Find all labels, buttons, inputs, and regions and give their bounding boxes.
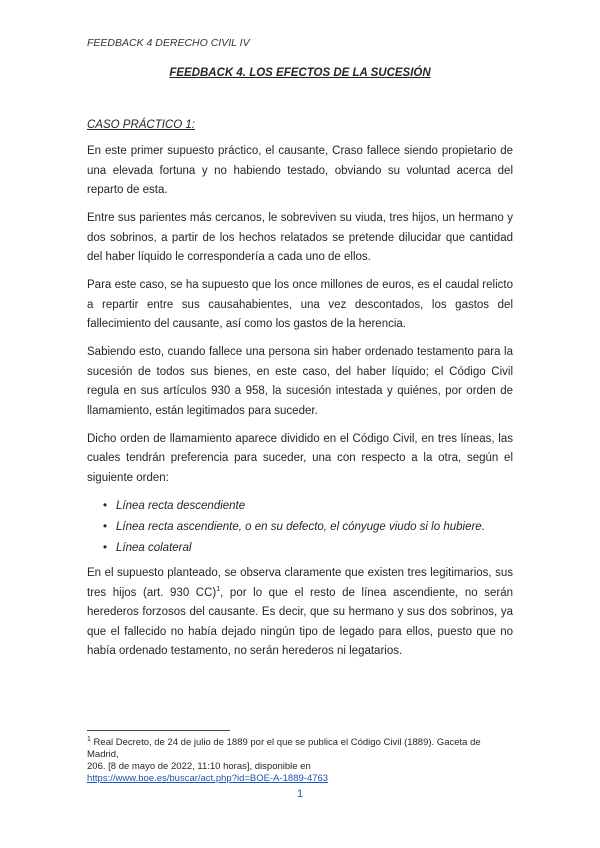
paragraph-4: Sabiendo esto, cuando fallece una persona sin haber ordenado testamento para la sucesión de todos sus bienes, en este caso, del haber líquido; el Código Civil regula en sus artículos 930 a 958, la sucesión intestada y quiénes, por orden de llamamiento, están legitimados para suceder. <box>87 346 513 417</box>
paragraph-6-text: En el supuesto planteado, se observa claramente que existen tres legitimarios, sus tres hijos (art. 930 CC) <box>87 567 513 599</box>
footnote-line-1 <box>87 737 513 761</box>
list-item: • Línea recta ascendiente, o en su defecto, el cónyuge viudo si lo hubiere. <box>87 518 513 538</box>
case-heading: CASO PRÁCTICO 1: <box>87 119 195 131</box>
paragraph-2: Entre sus parientes más cercanos, le sobreviven su viuda, tres hijos, un hermano y dos sobrinos, a partir de los hechos relatados se pretende dilucidar que cantidad del haber líquido le correspondería a cada uno de ellos. <box>87 212 513 263</box>
list-item: • Línea recta descendiente <box>87 497 513 517</box>
footnote-text: Real Decreto, de 24 de julio de 1889 por el que se publica el Código Civil (1889). Gaceta de Madrid, <box>87 737 481 760</box>
footnote-reference[interactable]: 1 <box>216 585 221 593</box>
footnote-link[interactable]: https://www.boe.es/buscar/act.php?id=BOE-A-1889-4763 <box>87 773 329 784</box>
succession-lines-list <box>87 497 513 559</box>
paragraph-6-text-cont: , por lo que el resto de línea ascendiente, no serán herederos forzosos del causante. Es decir, que su hermano y sus dos sobrinos, ya que el fallecido no había dejado ningún tipo de legado para ellos, puesto que no había ordenado testamento, no serán herederos ni legatarios. <box>87 586 513 657</box>
footnote-separator <box>87 730 230 731</box>
document-body <box>87 142 513 670</box>
paragraph-1: En este primer supuesto práctico, el causante, Craso fallece siendo propietario de una elevada fortuna y no habiendo testado, obviando su voluntad acerca del reparto de esta. <box>87 145 513 196</box>
paragraph-5: Dicho orden de llamamiento aparece dividido en el Código Civil, en tres líneas, las cuales tendrán preferencia para suceder, una con respecto a la otra, según el siguiente orden: <box>87 432 513 484</box>
page-number: 1 <box>296 788 304 800</box>
paragraph-6 <box>87 564 513 662</box>
footnote-number: 1 <box>87 735 91 743</box>
list-item: • Línea colateral <box>87 539 513 559</box>
running-header: FEEDBACK 4 DERECHO CIVIL IV <box>87 37 250 49</box>
paragraph-3: Para este caso, se ha supuesto que los once millones de euros, es el caudal relicto a repartir entre sus causahabientes, una vez descontados, los gastos del fallecimiento del causante, así como los gastos de la herencia. <box>87 279 513 330</box>
document-title: FEEDBACK 4. LOS EFECTOS DE LA SUCESIÓN <box>169 67 431 79</box>
footnote <box>87 737 513 785</box>
footnote-line-2: 206. [8 de mayo de 2022, 11:10 horas], disponible en <box>87 761 311 772</box>
